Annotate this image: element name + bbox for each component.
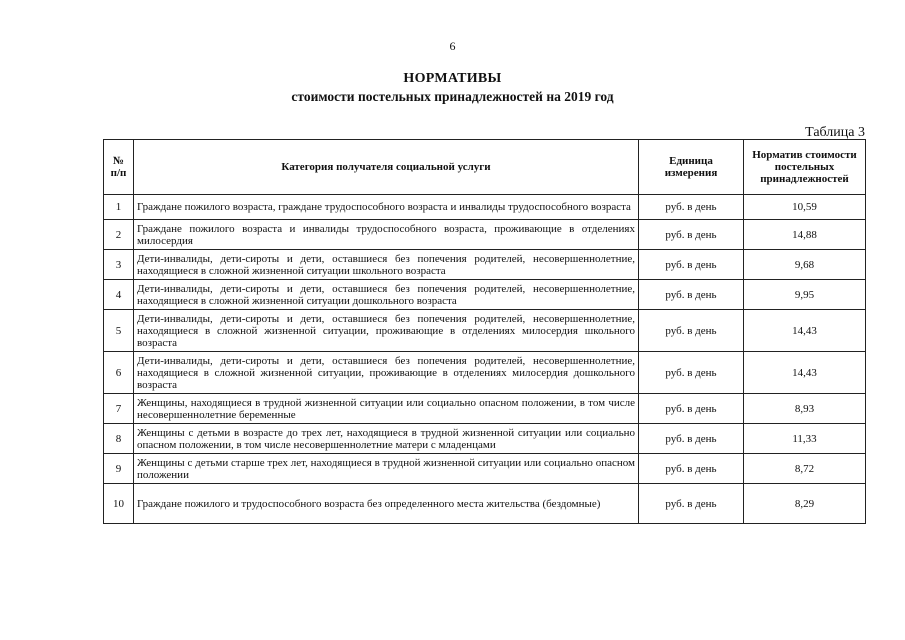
row-num: 5 [104, 310, 134, 352]
table-row [104, 352, 866, 394]
row-unit: руб. в день [639, 454, 744, 484]
row-unit: руб. в день [639, 220, 744, 250]
row-unit: руб. в день [639, 280, 744, 310]
header-unit: Единица измерения [639, 140, 744, 195]
row-num: 1 [104, 195, 134, 220]
row-num: 2 [104, 220, 134, 250]
row-value: 8,93 [744, 394, 866, 424]
row-category: Дети-инвалиды, дети-сироты и дети, оставшиеся без попечения родителей, несовершеннолетние, находящиеся в сложной жизненной ситуации школьного возраста [134, 250, 639, 280]
row-value: 9,68 [744, 250, 866, 280]
row-value: 8,29 [744, 484, 866, 524]
row-unit: руб. в день [639, 250, 744, 280]
row-num: 10 [104, 484, 134, 524]
table-row [104, 484, 866, 524]
row-value: 11,33 [744, 424, 866, 454]
table-row [104, 394, 866, 424]
row-category: Женщины с детьми старше трех лет, находящиеся в трудной жизненной ситуации или социально опасном положении [134, 454, 639, 484]
row-value: 14,88 [744, 220, 866, 250]
row-num: 6 [104, 352, 134, 394]
row-unit: руб. в день [639, 424, 744, 454]
table-row [104, 424, 866, 454]
norms-table [103, 139, 866, 524]
table-row [104, 195, 866, 220]
table-row [104, 220, 866, 250]
row-category: Граждане пожилого и трудоспособного возраста без определенного места жительства (бездомные) [134, 484, 639, 524]
header-num: № п/п [104, 140, 134, 195]
row-value: 10,59 [744, 195, 866, 220]
document-subtitle: стоимости постельных принадлежностей на 2019 год [291, 89, 614, 104]
page-number: 6 [449, 39, 456, 53]
row-num: 3 [104, 250, 134, 280]
table-row [104, 280, 866, 310]
row-value: 9,95 [744, 280, 866, 310]
row-category: Женщины, находящиеся в трудной жизненной ситуации или социально опасном положении, в том числе несовершеннолетние беременные [134, 394, 639, 424]
row-category: Граждане пожилого возраста и инвалиды трудоспособного возраста, проживающие в отделениях милосердия [134, 220, 639, 250]
row-num: 9 [104, 454, 134, 484]
table-row [104, 250, 866, 280]
table-header-row [104, 140, 866, 195]
document-title: НОРМАТИВЫ [403, 71, 502, 86]
header-value: Норматив стоимости постельных принадлежностей [744, 140, 866, 195]
row-category: Дети-инвалиды, дети-сироты и дети, оставшиеся без попечения родителей, несовершеннолетние, находящиеся в сложной жизненной ситуации дошкольного возраста [134, 280, 639, 310]
table-row [104, 454, 866, 484]
row-value: 14,43 [744, 352, 866, 394]
row-unit: руб. в день [639, 484, 744, 524]
row-category: Женщины с детьми в возрасте до трех лет, находящиеся в трудной жизненной ситуации или социально опасном положении, в том числе несовершеннолетние матери с младенцами [134, 424, 639, 454]
row-num: 7 [104, 394, 134, 424]
table-label: Таблица 3 [805, 125, 865, 140]
row-category: Граждане пожилого возраста, граждане трудоспособного возраста и инвалиды трудоспособного возраста [134, 195, 639, 220]
row-category: Дети-инвалиды, дети-сироты и дети, оставшиеся без попечения родителей, несовершеннолетние, находящиеся в сложной жизненной ситуации, проживающие в отделениях милосердия дошкольного возраста [134, 352, 639, 394]
row-unit: руб. в день [639, 195, 744, 220]
row-value: 8,72 [744, 454, 866, 484]
row-category: Дети-инвалиды, дети-сироты и дети, оставшиеся без попечения родителей, несовершеннолетние, находящиеся в сложной жизненной ситуации, проживающие в отделениях милосердия школьного возраста [134, 310, 639, 352]
row-unit: руб. в день [639, 310, 744, 352]
row-value: 14,43 [744, 310, 866, 352]
row-num: 8 [104, 424, 134, 454]
table-row [104, 310, 866, 352]
row-unit: руб. в день [639, 352, 744, 394]
row-num: 4 [104, 280, 134, 310]
header-category: Категория получателя социальной услуги [134, 140, 639, 195]
row-unit: руб. в день [639, 394, 744, 424]
